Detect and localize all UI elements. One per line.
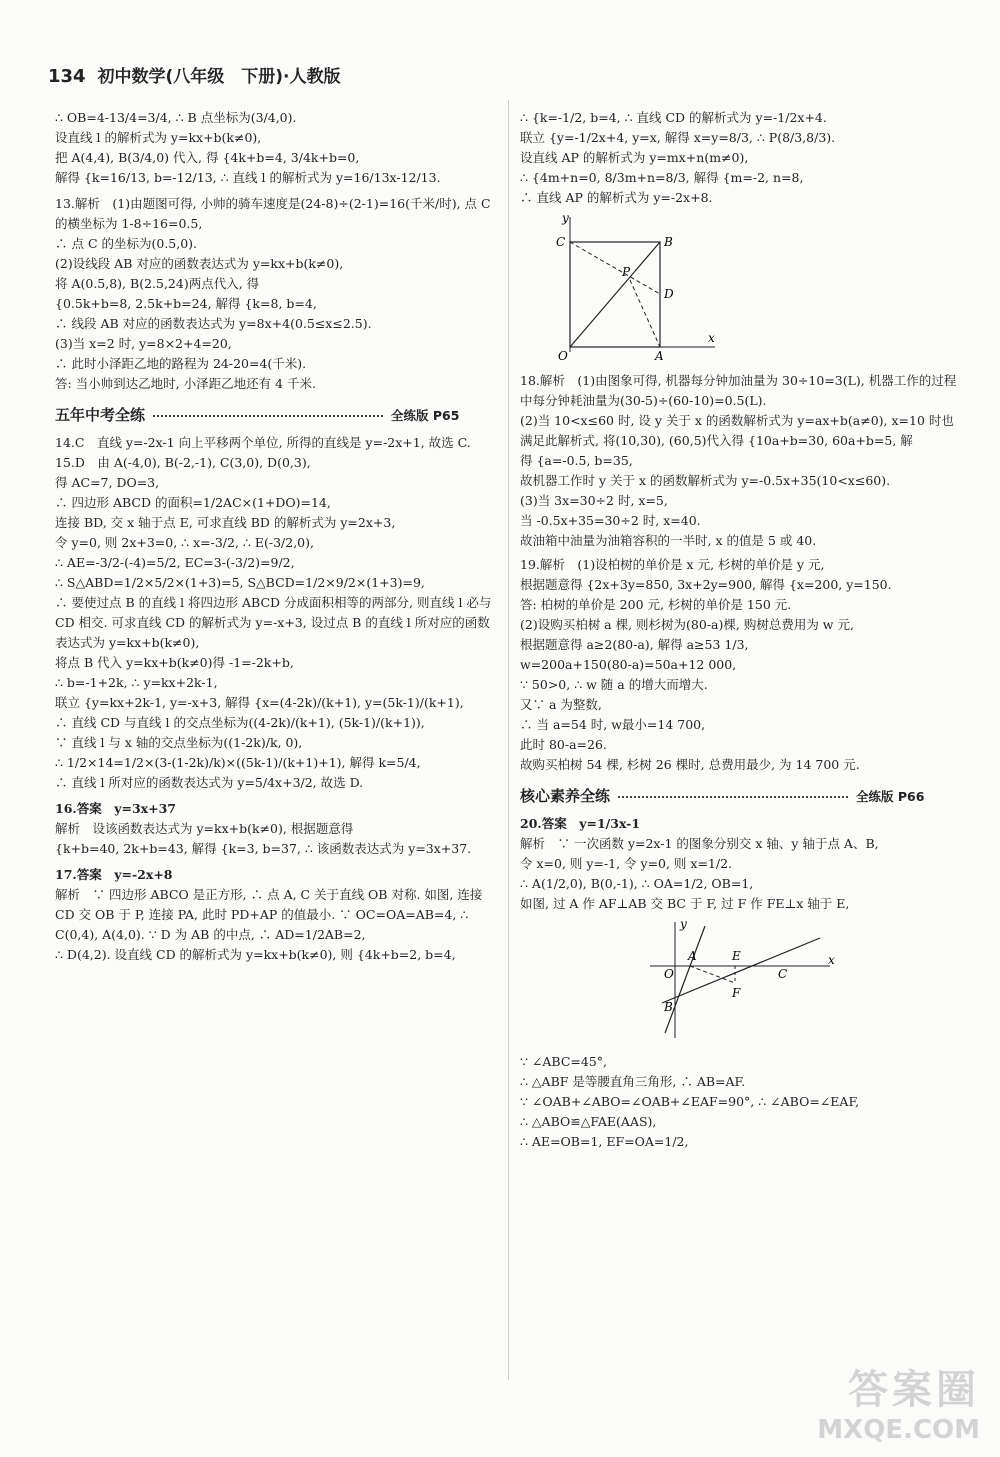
dotted-leader: [153, 415, 383, 417]
label-x: x: [708, 331, 715, 345]
problem-12-tail: [55, 108, 495, 188]
text-line: ∴ △ABO≌△FAE(AAS),: [520, 1114, 657, 1129]
segment-cd: [570, 242, 660, 294]
text-line: 将点 B 代入 y=kx+b(k≠0)得 -1=-2k+b,: [55, 655, 294, 670]
line-bc: [662, 938, 820, 1003]
text-line: (2)当 10<x≤60 时, 设 y 关于 x 的函数解析式为 y=ax+b(a≠0), x=10 时也满足此解析式, 将(10,30), (60,5)代入得 {10a+b=30, 60a+b=5, 解: [520, 413, 954, 448]
text-line: ∴ {4m+n=0, 8/3m+n=8/3, 解得 {m=-2, n=8,: [520, 170, 804, 185]
label-c: C: [778, 967, 788, 981]
text-line: ∴ 直线 l 所对应的函数表达式为 y=5/4x+3/2, 故选 D.: [55, 775, 364, 790]
text-line: ∴ 线段 AB 对应的函数表达式为 y=8x+4(0.5≤x≤2.5).: [55, 316, 372, 331]
text-line: ∴ 此时小泽距乙地的路程为 24-20=4(千米).: [55, 356, 307, 371]
text-line: 根据题意得 {2x+3y=850, 3x+2y=900, 解得 {x=200, y=150.: [520, 577, 892, 592]
watermark-logo: 答案圈: [848, 1367, 980, 1413]
text-line: 得 AC=7, DO=3,: [55, 475, 160, 490]
text-line: ∴ {k=-1/2, b=4, ∴ 直线 CD 的解析式为 y=-1/2x+4.: [520, 110, 827, 125]
label-f: F: [732, 986, 741, 1000]
text-line: ∴ 直线 CD 与直线 l 的交点坐标为((4-2k)/(k+1), (5k-1)/(k+1)),: [55, 715, 425, 730]
column-divider: [508, 100, 509, 1380]
answer-line: 16.答案 y=3x+37: [55, 801, 177, 816]
text-line: {k+b=40, 2k+b=43, 解得 {k=3, b=37, ∴ 该函数表达式为 y=3x+37.: [55, 841, 472, 856]
problem-17: [55, 865, 495, 965]
watermark: [817, 1358, 980, 1445]
answer-line: 20.答案 y=1/3x-1: [520, 816, 641, 831]
problem-18: [520, 371, 960, 551]
watermark-site: MXQE.COM: [817, 1415, 980, 1445]
text-line: 根据题意得 a≥2(80-a), 解得 a≥53 1/3,: [520, 637, 749, 652]
text-line: ∴ AE=OB=1, EF=OA=1/2,: [520, 1134, 689, 1149]
text-line: ∴ 直线 AP 的解析式为 y=-2x+8.: [520, 190, 713, 205]
problem-15: [55, 453, 495, 793]
page-number: 134: [48, 66, 86, 87]
diagonal-ob: [570, 242, 660, 347]
text-line: (3)当 3x=30÷2 时, x=5,: [520, 493, 668, 508]
text-line: ∴ b=-1+2k, ∴ y=kx+2k-1,: [55, 675, 218, 690]
text-line: 将 A(0.5,8), B(2.5,24)两点代入, 得: [55, 276, 260, 291]
label-p: P: [622, 265, 631, 279]
problem-16: [55, 799, 495, 859]
section-heading-exam: [55, 404, 495, 425]
label-e: E: [732, 949, 741, 963]
line-diagram: [640, 918, 840, 1043]
text-line: 令 y=0, 则 2x+3=0, ∴ x=-3/2, ∴ E(-3/2,0),: [55, 535, 314, 550]
section-title: 核心素养全练: [520, 787, 611, 805]
line-diagram-figure: [640, 918, 960, 1046]
text-line: ∵ 50>0, ∴ w 随 a 的增大而增大.: [520, 677, 708, 692]
text-line: 15.D 由 A(-4,0), B(-2,-1), C(3,0), D(0,3),: [55, 455, 311, 470]
label-a: A: [688, 949, 697, 963]
text-line: ∴ S△ABD=1/2×5/2×(1+3)=5, S△BCD=1/2×9/2×(1+3)=9,: [55, 575, 425, 590]
segment-af: [690, 966, 735, 983]
text-line: ∴ A(1/2,0), B(0,-1), ∴ OA=1/2, OB=1,: [520, 876, 754, 891]
text-line: ∴ △ABF 是等腰直角三角形, ∴ AB=AF.: [520, 1074, 746, 1089]
text-line: ∵ 直线 l 与 x 轴的交点坐标为((1-2k)/k, 0),: [55, 735, 303, 750]
text-line: 得 {a=-0.5, b=35,: [520, 453, 633, 468]
text-line: 联立 {y=-1/2x+4, y=x, 解得 x=y=8/3, ∴ P(8/3,8/3).: [520, 130, 836, 145]
text-line: ∵ ∠OAB+∠ABO=∠OAB+∠EAF=90°, ∴ ∠ABO=∠EAF,: [520, 1094, 860, 1109]
answer-line: 17.答案 y=-2x+8: [55, 867, 173, 882]
problem-14: [55, 433, 495, 453]
text-line: ∴ 要使过点 B 的直线 l 将四边形 ABCD 分成面积相等的两部分, 则直线 l 必与 CD 相交. 可求直线 CD 的解析式为 y=-x+3, 设过点 B 的直线 l 所对应的函数表达式为 y=kx+b(k≠0),: [55, 595, 492, 650]
text-line: 设直线 l 的解析式为 y=kx+b(k≠0),: [55, 130, 262, 145]
text-line: ∴ 四边形 ABCD 的面积=1/2AC×(1+DO)=14,: [55, 495, 331, 510]
label-d: D: [664, 287, 674, 301]
text-line: (3)当 x=2 时, y=8×2+4=20,: [55, 336, 232, 351]
square-diagram: [550, 212, 720, 362]
text-line: ∴ OB=4-13/4=3/4, ∴ B 点坐标为(3/4,0).: [55, 110, 297, 125]
section-heading-core: [520, 785, 960, 806]
text-line: ∴ 1/2×14=1/2×(3-(1-2k)/k)×((5k-1)/(k+1)+1), 解得 k=5/4,: [55, 755, 421, 770]
text-line: 令 x=0, 则 y=-1, 令 y=0, 则 x=1/2.: [520, 856, 733, 871]
text-line: (2)设线段 AB 对应的函数表达式为 y=kx+b(k≠0),: [55, 256, 344, 271]
text-line: 13.解析 (1)由题图可得, 小帅的骑车速度是(24-8)÷(2-1)=16(千米/时), 点 C 的横坐标为 1-8÷16=0.5,: [55, 196, 491, 231]
section-title: 五年中考全练: [55, 406, 146, 424]
problem-13: [55, 194, 495, 394]
label-b: B: [664, 235, 673, 249]
problem-20: [520, 814, 960, 914]
text-line: 解析 ∵ 一次函数 y=2x-1 的图象分别交 x 轴、y 轴于点 A、B,: [520, 836, 879, 851]
text-line: 解析 设该函数表达式为 y=kx+b(k≠0), 根据题意得: [55, 821, 354, 836]
text-line: 此时 80-a=26.: [520, 737, 607, 752]
text-line: 故机器工作时 y 关于 x 的函数解析式为 y=-0.5x+35(10<x≤60).: [520, 473, 891, 488]
problem-19: [520, 555, 960, 775]
text-line: 设直线 AP 的解析式为 y=mx+n(m≠0),: [520, 150, 749, 165]
label-o: O: [558, 349, 568, 362]
label-y: y: [680, 918, 687, 931]
label-c: C: [556, 235, 566, 249]
dotted-leader: [618, 796, 848, 798]
text-line: 答: 柏树的单价是 200 元, 杉树的单价是 150 元.: [520, 597, 792, 612]
text-line: 19.解析 (1)设柏树的单价是 x 元, 杉树的单价是 y 元,: [520, 557, 825, 572]
label-a: A: [655, 349, 664, 362]
page-header: [48, 62, 341, 87]
text-line: 14.C 直线 y=-2x-1 向上平移两个单位, 所得的直线是 y=-2x+1, 故选 C.: [55, 435, 471, 450]
text-line: 又∵ a 为整数,: [520, 697, 602, 712]
text-line: 如图, 过 A 作 AF⊥AB 交 BC 于 F, 过 F 作 FE⊥x 轴于 E,: [520, 896, 850, 911]
text-line: ∵ ∠ABC=45°,: [520, 1054, 608, 1069]
text-line: 解析 ∵ 四边形 ABCO 是正方形, ∴ 点 A, C 关于直线 OB 对称. 如图, 连接 CD 交 OB 于 P, 连接 PA, 此时 PD+AP 的值最小. ∵ OC=OA=AB=4, ∴ C(0,4), A(4,0). ∵ D 为 AB 的中点, ∴ AD=1/2AB=2,: [55, 887, 483, 942]
text-line: 故油箱中油量为油箱容积的一半时, x 的值是 5 或 40.: [520, 533, 817, 548]
text-line: 解得 {k=16/13, b=-12/13, ∴ 直线 l 的解析式为 y=16/13x-12/13.: [55, 170, 441, 185]
text-line: (2)设购买柏树 a 棵, 则杉树为(80-a)棵, 购树总费用为 w 元,: [520, 617, 854, 632]
book-title: 初中数学(八年级 下册)·人教版: [97, 67, 341, 87]
text-line: w=200a+150(80-a)=50a+12 000,: [520, 657, 737, 672]
label-x: x: [828, 953, 835, 967]
right-column: [520, 108, 960, 1152]
text-line: ∴ AE=-3/2-(-4)=5/2, EC=3-(-3/2)=9/2,: [55, 555, 295, 570]
left-column: [55, 108, 495, 965]
section-ref: 全练版 P65: [391, 408, 460, 423]
text-line: ∴ D(4,2). 设直线 CD 的解析式为 y=kx+b(k≠0), 则 {4k+b=2, b=4,: [55, 947, 456, 962]
problem-20-continued: [520, 1052, 960, 1152]
text-line: {0.5k+b=8, 2.5k+b=24, 解得 {k=8, b=4,: [55, 296, 317, 311]
text-line: 当 -0.5x+35=30÷2 时, x=40.: [520, 513, 701, 528]
square-diagram-figure: [550, 212, 960, 365]
label-b: B: [664, 1000, 673, 1014]
label-o: O: [664, 967, 674, 981]
text-line: 答: 当小帅到达乙地时, 小泽距乙地还有 4 千米.: [55, 376, 317, 391]
text-line: 联立 {y=kx+2k-1, y=-x+3, 解得 {x=(4-2k)/(k+1), y=(5k-1)/(k+1),: [55, 695, 464, 710]
text-line: ∴ 点 C 的坐标为(0.5,0).: [55, 236, 198, 251]
problem-17-continued: [520, 108, 960, 208]
text-line: ∴ 当 a=54 时, w最小=14 700,: [520, 717, 706, 732]
segment-pa: [630, 280, 660, 347]
label-y: y: [562, 212, 569, 225]
text-line: 把 A(4,4), B(3/4,0) 代入, 得 {4k+b=4, 3/4k+b=0,: [55, 150, 360, 165]
text-line: 18.解析 (1)由图象可得, 机器每分钟加油量为 30÷10=3(L), 机器工作的过程中每分钟耗油量为(30-5)÷(60-10)=0.5(L).: [520, 373, 957, 408]
text-line: 故购买柏树 54 棵, 杉树 26 棵时, 总费用最少, 为 14 700 元.: [520, 757, 860, 772]
section-ref: 全练版 P66: [856, 789, 925, 804]
text-line: 连接 BD, 交 x 轴于点 E, 可求直线 BD 的解析式为 y=2x+3,: [55, 515, 396, 530]
